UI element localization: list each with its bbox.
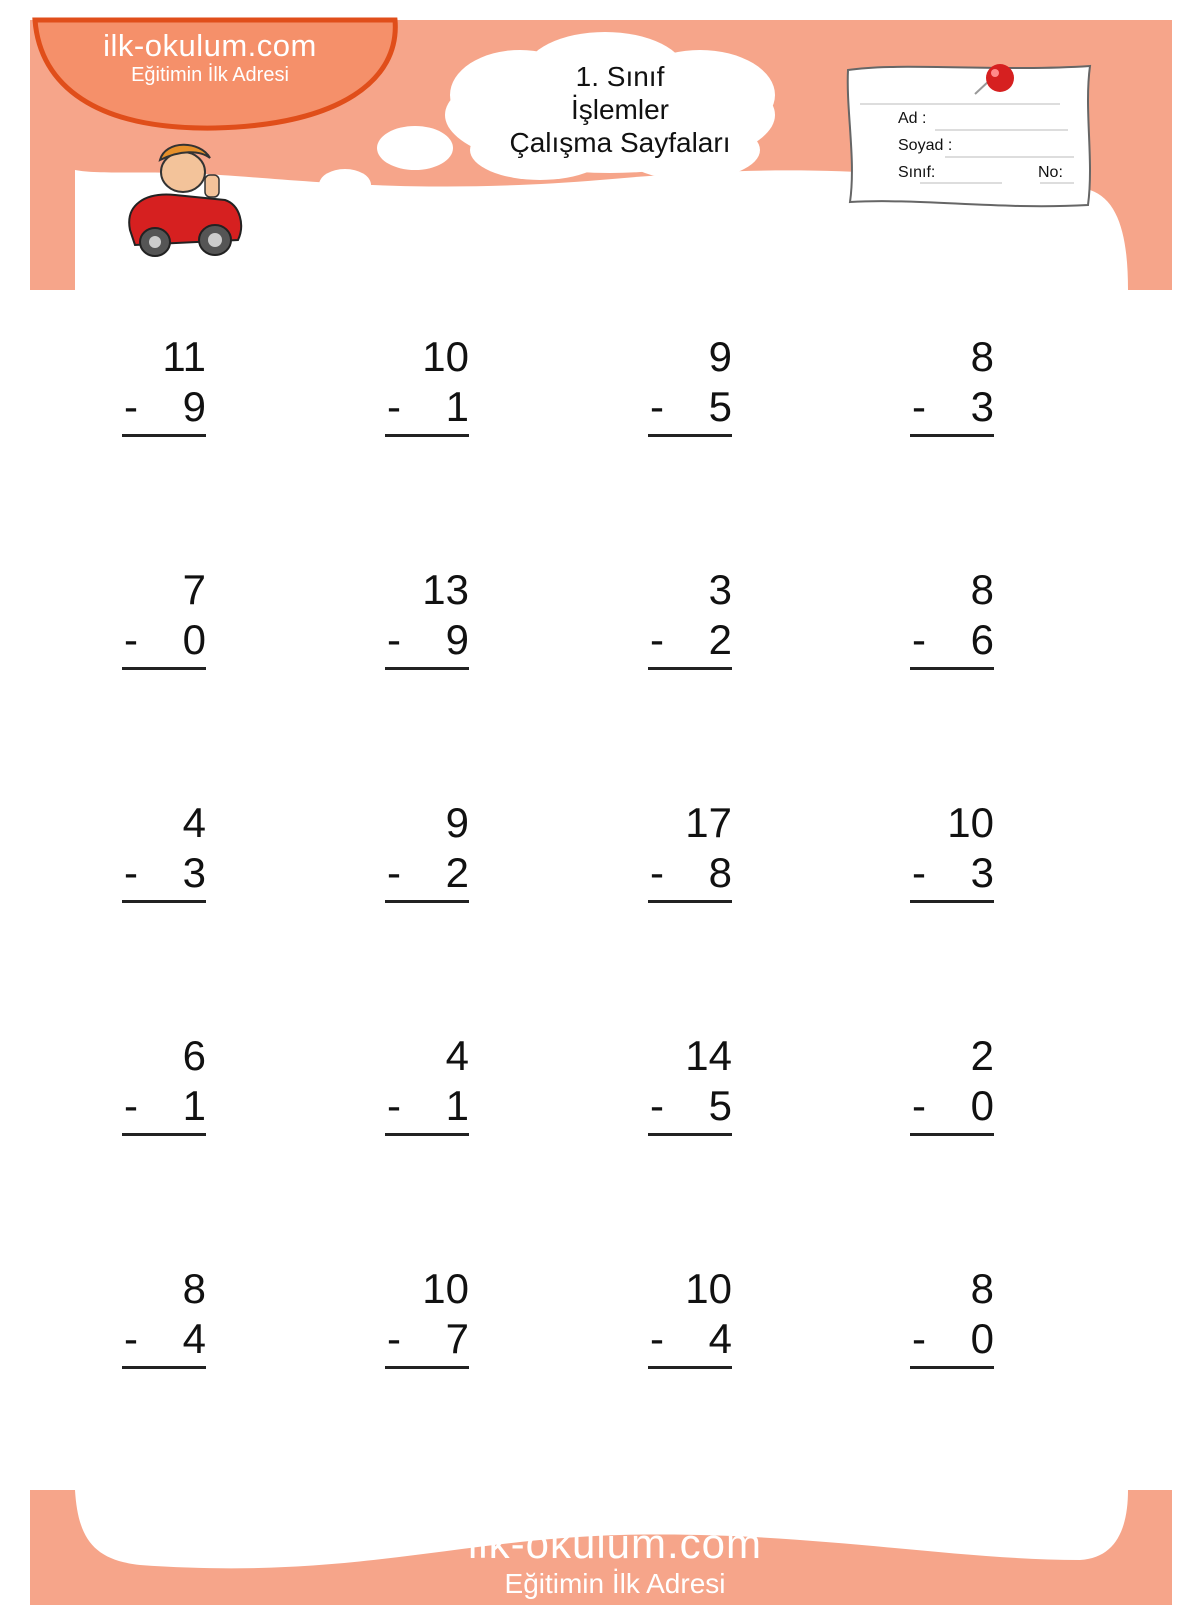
minus-sign: -: [912, 1315, 926, 1362]
subtrahend: 1: [445, 1082, 469, 1129]
subtrahend: 4: [708, 1315, 732, 1362]
answer-line: [122, 667, 206, 670]
answer-line: [910, 900, 994, 903]
answer-line: [648, 900, 732, 903]
footer-slogan: Eğitimin İlk Adresi: [504, 1568, 726, 1599]
subtraction-problem: [910, 1034, 1000, 1138]
subtrahend: 6: [970, 616, 994, 663]
subtraction-problem: [122, 335, 212, 439]
subtrahend: 3: [970, 383, 994, 430]
title-line-grade: 1. Sınıf: [575, 61, 665, 92]
minuend: 17: [685, 799, 732, 846]
subtrahend: 3: [970, 849, 994, 896]
answer-line: [910, 667, 994, 670]
minus-sign: -: [387, 1315, 401, 1362]
subtraction-problem: [910, 335, 1000, 439]
subtrahend: 1: [445, 383, 469, 430]
minus-sign: -: [912, 849, 926, 896]
answer-line: [385, 1366, 469, 1369]
minus-sign: -: [124, 1082, 138, 1129]
minuend: 11: [162, 333, 206, 380]
minuend: 8: [970, 566, 994, 613]
answer-line: [385, 1133, 469, 1136]
minus-sign: -: [387, 383, 401, 430]
logo-site-name: ilk-okulum.com: [103, 28, 317, 63]
minuend: 9: [708, 333, 732, 380]
worksheet-title: [470, 60, 770, 159]
minuend: 8: [182, 1265, 206, 1312]
subtraction-problem: [910, 801, 1000, 905]
subtrahend: 1: [182, 1082, 206, 1129]
no-label: No:: [1038, 164, 1063, 181]
minuend: 10: [422, 333, 469, 380]
answer-line: [910, 1366, 994, 1369]
minus-sign: -: [650, 1315, 664, 1362]
minuend: 10: [422, 1265, 469, 1312]
minuend: 7: [182, 566, 206, 613]
subtraction-problem: [910, 1267, 1000, 1371]
subtraction-problem: [648, 1034, 738, 1138]
answer-line: [648, 1133, 732, 1136]
minuend: 10: [947, 799, 994, 846]
name-note: [848, 66, 1090, 206]
subtraction-problem: [648, 801, 738, 905]
minuend: 4: [182, 799, 206, 846]
subtraction-problem: [385, 1034, 475, 1138]
subtraction-problem: [648, 1267, 738, 1371]
subtrahend: 7: [445, 1315, 469, 1362]
header-logo: [60, 28, 360, 87]
subtraction-problem: [648, 568, 738, 672]
answer-line: [648, 434, 732, 437]
minuend: 14: [685, 1032, 732, 1079]
subtraction-problem: [122, 1267, 212, 1371]
minuend: 8: [970, 333, 994, 380]
minus-sign: -: [124, 1315, 138, 1362]
subtraction-problem: [385, 568, 475, 672]
minus-sign: -: [650, 1082, 664, 1129]
answer-line: [385, 434, 469, 437]
minuend: 4: [445, 1032, 469, 1079]
answer-line: [648, 1366, 732, 1369]
answer-line: [910, 434, 994, 437]
minus-sign: -: [387, 1082, 401, 1129]
minuend: 9: [445, 799, 469, 846]
minuend: 2: [970, 1032, 994, 1079]
subtraction-problem: [385, 801, 475, 905]
minuend: 13: [422, 566, 469, 613]
minus-sign: -: [124, 616, 138, 663]
subtraction-problem: [122, 568, 212, 672]
answer-line: [385, 900, 469, 903]
minus-sign: -: [650, 383, 664, 430]
subtrahend: 8: [708, 849, 732, 896]
subtraction-problem: [385, 1267, 475, 1371]
subtrahend: 9: [445, 616, 469, 663]
minuend: 6: [182, 1032, 206, 1079]
answer-line: [385, 667, 469, 670]
subtrahend: 3: [182, 849, 206, 896]
subtraction-problem: [648, 335, 738, 439]
minus-sign: -: [912, 1082, 926, 1129]
subtraction-problem: [122, 1034, 212, 1138]
subtrahend: 2: [708, 616, 732, 663]
answer-line: [910, 1133, 994, 1136]
minus-sign: -: [124, 849, 138, 896]
subtraction-problem: [122, 801, 212, 905]
answer-line: [122, 1133, 206, 1136]
subtrahend: 5: [708, 383, 732, 430]
minus-sign: -: [650, 849, 664, 896]
subtrahend: 2: [445, 849, 469, 896]
subtraction-problem: [910, 568, 1000, 672]
subtrahend: 0: [182, 616, 206, 663]
answer-line: [648, 667, 732, 670]
subtrahend: 9: [182, 383, 206, 430]
subtrahend: 4: [182, 1315, 206, 1362]
minuend: 8: [970, 1265, 994, 1312]
footer-logo: [400, 1520, 830, 1600]
answer-line: [122, 434, 206, 437]
soyad-label: Soyad :: [898, 137, 953, 154]
minus-sign: -: [387, 616, 401, 663]
footer-site-name: ilk-okulum.com: [467, 1520, 763, 1567]
answer-line: [122, 900, 206, 903]
title-line-topic: İşlemler: [570, 94, 669, 125]
minus-sign: -: [912, 383, 926, 430]
ad-label: Ad :: [898, 110, 927, 127]
subtraction-problem: [385, 335, 475, 439]
logo-slogan: Eğitimin İlk Adresi: [131, 64, 289, 86]
minuend: 10: [685, 1265, 732, 1312]
minus-sign: -: [912, 616, 926, 663]
minuend: 3: [708, 566, 732, 613]
subtrahend: 0: [970, 1082, 994, 1129]
sinif-label: Sınıf:: [898, 164, 936, 181]
title-line-subtitle: Çalışma Sayfaları: [509, 127, 731, 158]
minus-sign: -: [650, 616, 664, 663]
minus-sign: -: [387, 849, 401, 896]
subtrahend: 5: [708, 1082, 732, 1129]
minus-sign: -: [124, 383, 138, 430]
subtrahend: 0: [970, 1315, 994, 1362]
answer-line: [122, 1366, 206, 1369]
